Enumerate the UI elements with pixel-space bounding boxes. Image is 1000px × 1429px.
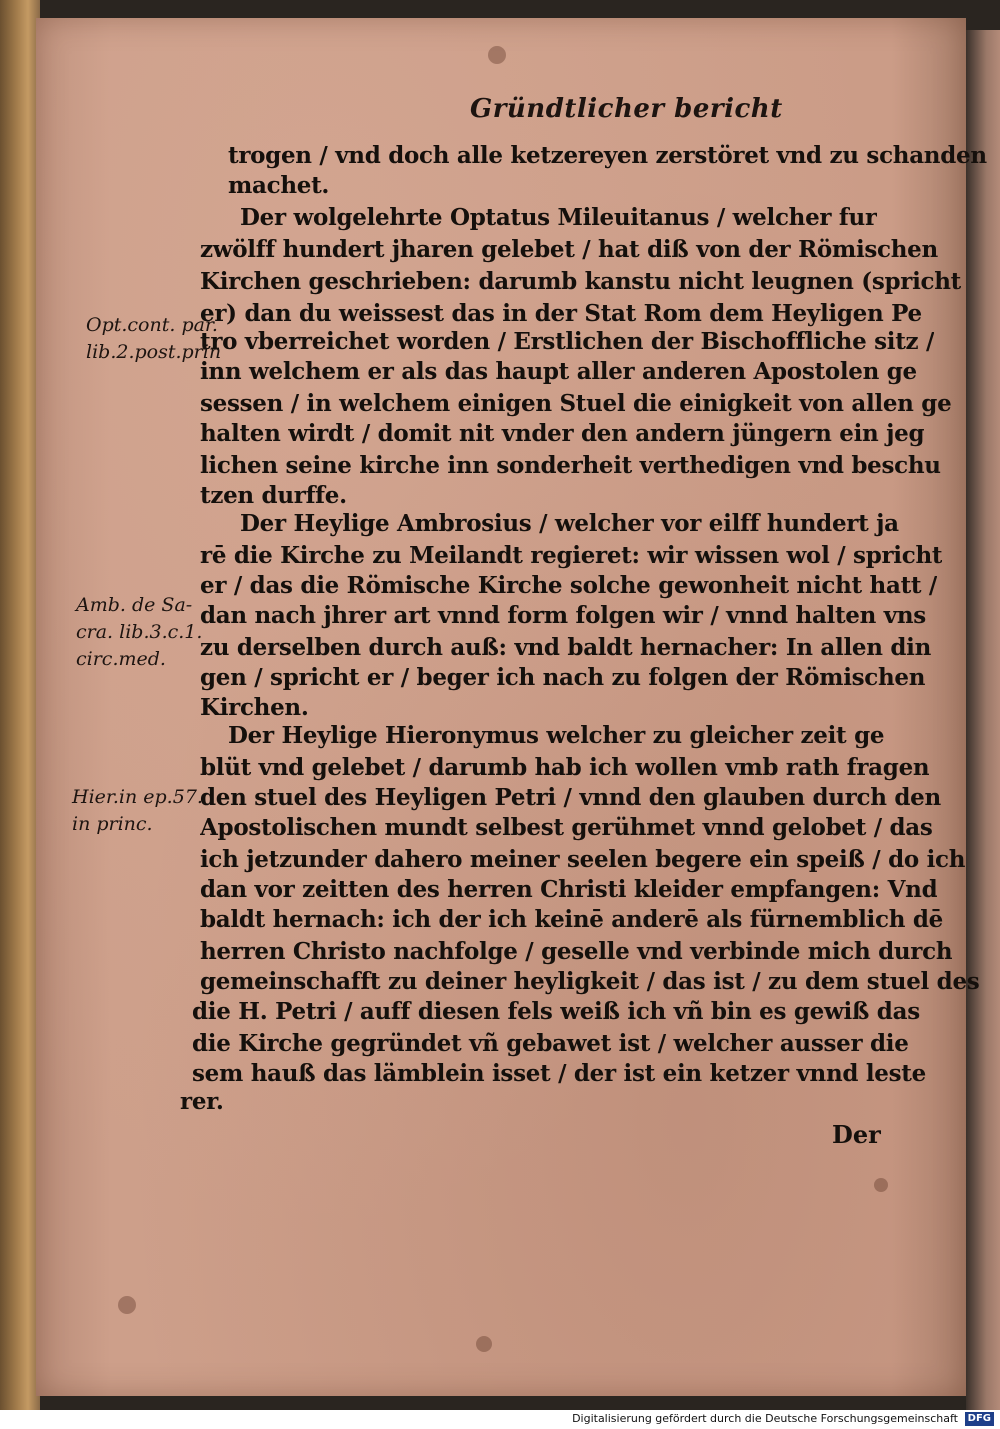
text-line: die Kirche gegründet vñ gebawet ist / welcher ausser die [192,1030,909,1057]
text-line: lichen seine kirche inn sonderheit verthedigen vnd beschu [200,452,941,479]
text-line: ich jetzunder dahero meiner seelen begere ein speiß / do ich [200,846,966,873]
margin-note-optatus [86,312,221,366]
margin-note-line: in princ. [72,813,153,835]
text-line: blüt vnd gelebet / darumb hab ich wollen vmb rath fragen [200,754,930,781]
stain-spot [476,1336,492,1352]
margin-note-ambrosius [76,592,202,673]
stain-spot [488,46,506,64]
text-line: halten wirdt / domit nit vnder den andern jüngern ein jeg [200,420,925,447]
funding-credit: Digitalisierung gefördert durch die Deutsche Forschungsgemeinschaft [572,1412,958,1425]
dfg-logo-icon: DFG [965,1412,994,1426]
page-edge-right [966,30,1000,1410]
text-line: trogen / vnd doch alle ketzereyen zerstöret vnd zu schanden [228,142,987,169]
text-line: zwölff hundert jharen gelebet / hat diß von der Römischen [200,236,938,263]
margin-note-line: Amb. de Sa- [76,594,193,616]
text-line: rē die Kirche zu Meilandt regieret: wir wissen wol / spricht [200,542,943,569]
text-line: tro vberreichet worden / Erstlichen der Bischoffliche sitz / [200,328,935,355]
text-line: gemeinschafft zu deiner heyligkeit / das ist / zu dem stuel des [200,968,980,995]
text-line: inn welchem er als das haupt aller anderen Apostolen ge [200,358,917,385]
margin-note-line: circ.med. [76,648,166,670]
text-line: Apostolischen mundt selbest gerühmet vnnd gelobet / das [200,814,933,841]
text-line: baldt hernach: ich der ich keinē anderē als fürnemblich dē [200,906,943,933]
text-line: die H. Petri / auff diesen fels weiß ich vñ bin es gewiß das [192,998,920,1025]
text-line: Der Heylige Hieronymus welcher zu gleicher zeit ge [228,722,885,749]
margin-note-line: lib.2.post.prin [86,341,222,363]
running-head: Gründtlicher bericht [470,94,783,124]
text-line: zu derselben durch auß: vnd baldt hernacher: In allen din [200,634,931,661]
margin-note-line: Hier.in ep.57. [72,786,203,808]
text-line: tzen durffe. [200,482,347,509]
text-line: gen / spricht er / beger ich nach zu folgen der Römischen [200,664,926,691]
text-line: sessen / in welchem einigen Stuel die einigkeit von allen ge [200,390,952,417]
page-edge-left [0,0,40,1410]
text-line: Der Heylige Ambrosius / welcher vor eilff hundert ja [240,510,899,537]
margin-note-line: Opt.cont. par. [86,314,218,336]
stain-spot [118,1296,136,1314]
text-line: er / das die Römische Kirche solche gewonheit nicht hatt / [200,572,938,599]
text-line: Kirchen. [200,694,309,721]
catchword: Der [832,1120,881,1149]
stain-spot [874,1178,888,1192]
text-line: herren Christo nachfolge / geselle vnd verbinde mich durch [200,938,953,965]
footer-bar [0,1410,1000,1429]
text-line: Kirchen geschrieben: darumb kanstu nicht leugnen (spricht [200,268,961,295]
margin-note-line: cra. lib.3.c.1. [76,621,203,643]
text-line: dan nach jhrer art vnnd form folgen wir / vnnd halten vns [200,602,926,629]
margin-note-hieronymus [72,784,203,838]
text-line: rer. [180,1088,224,1115]
text-line: er) dan du weissest das in der Stat Rom dem Heyligen Pe [200,300,922,327]
text-line: den stuel des Heyligen Petri / vnnd den glauben durch den [200,784,941,811]
text-line: dan vor zeitten des herren Christi kleider empfangen: Vnd [200,876,938,903]
text-line: Der wolgelehrte Optatus Mileuitanus / welcher fur [240,204,877,231]
text-line: machet. [228,172,330,199]
text-line: sem hauß das lämblein isset / der ist ein ketzer vnnd leste [192,1060,926,1087]
